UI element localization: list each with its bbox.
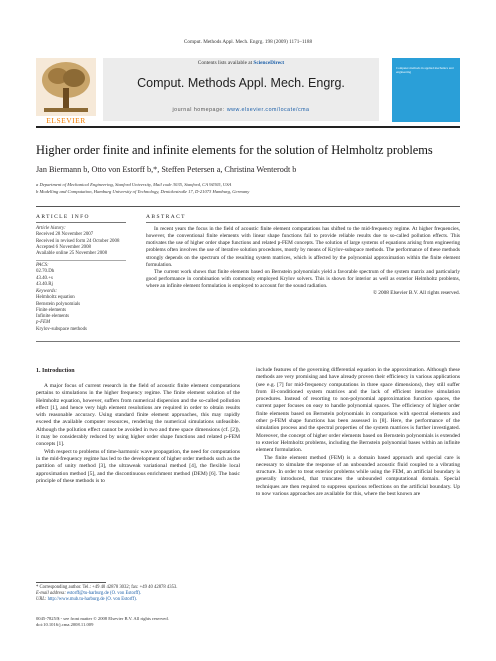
affiliation-a: a Department of Mechanical Engineering, Stanford University, Mail code 3035, Stanford, CA 94305, USA — [36, 182, 232, 187]
article-info-heading: ARTICLE INFO — [36, 214, 90, 220]
pacs-code: 43.40.+s — [36, 275, 53, 281]
footnote-url-line — [36, 597, 240, 603]
paper-title: Higher order finite and infinite elements for the solution of Helmholtz problems — [36, 143, 433, 157]
pacs-label: PACS: — [36, 263, 49, 268]
pacs-code: 02.70.Dh — [36, 269, 55, 275]
history-label: Article history: — [36, 226, 66, 231]
history-received: Received 28 November 2007 — [36, 232, 94, 238]
history-accepted: Accepted 6 November 2008 — [36, 244, 92, 250]
keyword: Finite elements — [36, 307, 67, 313]
history-online: Available online 25 November 2008 — [36, 251, 108, 257]
cover-text: Computer methods in applied mechanics and engineering — [396, 66, 454, 74]
section-rule — [36, 206, 460, 207]
journal-title: Comput. Methods Appl. Mech. Engrg. — [137, 76, 345, 90]
keyword: Krylov-subspace methods — [36, 326, 87, 332]
body-paragraph: A major focus of current research in the field of acoustic finite element computations pertains to simulations in the higher frequency regime. The finite element solution of the Helmholtz equation, however, suffers from numerical dispersion and the so-called pollution effect [1], and hence very high element resolutions are required in order to obtain results with reasonable accuracy. Using standard finite element approaches, this may rapidly exceed the available computer resources, rendering the numerical simulations unfeasible. Although the pollution effect cannot be avoided in two and three space dimensions (cf. [2]), it may be considerably reduced by using higher order shape functions and related p-FEM concepts [1]. — [36, 383, 240, 448]
journal-homepage — [103, 107, 379, 113]
body-paragraph: include features of the governing differential equation in the approximation. Although these methods are very promising and have already proven their efficiency in various applications (see e.g. [7] for mid-frequency computations in three space dimensions), they still suffer from ill-conditioned system matrices and the lack of efficient iterative simulation procedures. Instead of resorting to non-polynomial approximation function spaces, the current paper focuses on easy to handle polynomial spaces. The efficiency of higher order finite elements based on Bernstein polynomials in comparison with spectral elements and other p-FEM shape functions has been assessed in [8]. Here, the performance of the simulation process and the spectral properties of the system matrices is further investigated. Moreover, the concept of higher order elements based on Bernstein polynomials is extended to exterior Helmholtz problems, including the Bernstein polynomial bases within an infinite element formulation. — [256, 367, 460, 454]
url-link[interactable]: http://www.mub.tu-harburg.de (O. von Estorff). — [47, 596, 137, 602]
left-column — [36, 383, 240, 485]
homepage-prefix: journal homepage: — [172, 107, 227, 113]
abstract-paragraph: The current work shows that finite elements based on Bernstein polynomials yield a favorable spectrum of the system matrix and particularly good performance in combination with commonly employed Krylov solvers. This is shown for interior as well as exterior Helmholtz problems, where an infinite element formulation is employed to account for the sound radiation. — [146, 268, 460, 290]
pacs-code: 43.40.Rj — [36, 281, 53, 287]
elsevier-tree-logo — [36, 58, 96, 116]
email-link[interactable]: estorff@tu-harburg.de (O. von Estorff). — [67, 590, 142, 596]
contents-prefix: Contents lists available at — [197, 60, 254, 66]
publisher-label: ELSEVIER — [46, 116, 86, 125]
header-rule — [36, 126, 460, 128]
abstract-body — [146, 226, 460, 298]
body-paragraph: With respect to problems of time-harmonic wave propagation, the need for computations in the mid-frequency regime has led to the development of higher order methods such as the partition of unity method [3], the ultraweak variational method [4], the flexible local approximation method [5], and the discontinuous enrichment method (DEM) [6]. The basic principle of these methods is to — [36, 448, 240, 484]
journal-citation: Comput. Methods Appl. Mech. Engrg. 198 (2009) 1171–1188 — [183, 39, 313, 45]
abstract-paragraph: In recent years the focus in the field of acoustic finite element computations has shifted to the mid-frequency regime. At higher frequencies, however, the conventional finite elements with linear shape functions fail to provide reliable results due to so-called pollution effects. This motivates the use of higher order shape functions and related p-FEM concepts. The solution of large systems of equations arising from engineering problems often involves the use of iterative solution procedures, mostly by means of Krylov-subspace methods. The performance of these methods strongly depends on the spectrum of the resulting system matrices, which is affected by the polynomial approximation within the finite element formulation. — [146, 226, 460, 268]
abstract-heading: ABSTRACT — [146, 214, 186, 220]
corresponding-author-footnote — [36, 585, 240, 602]
keywords-block — [36, 289, 136, 333]
abstract-rule — [146, 222, 460, 223]
article-info-rule — [36, 222, 126, 223]
footnote-contact: * Corresponding author. Tel.: +49 40 42878 3032; fax: +49 40 42878 4353. — [36, 585, 178, 590]
doi-line[interactable]: doi:10.1016/j.cma.2008.11.009 — [36, 621, 94, 627]
pacs-block — [36, 263, 136, 288]
keyword: Infinite elements — [36, 314, 69, 320]
right-column — [256, 367, 460, 498]
article-history — [36, 226, 136, 257]
body-paragraph: The finite element method (FEM) is a domain based approach and special care is necessary to simulate the response of an unbounded acoustic fluid coupled to a vibrating structure. In order to treat exterior problems while using the FEM, an artificial boundary is generally introduced, that truncates the unbounded computational domain. Special techniques are then required to suppress spurious reflections on the artificial boundary. Up to now various approaches are available for this, where the best known are — [256, 454, 460, 498]
history-revised: Received in revised form 24 October 2008 — [36, 238, 120, 244]
keywords-label: Keywords: — [36, 289, 58, 294]
page-footer — [36, 616, 240, 628]
contents-line — [103, 60, 379, 66]
introduction-heading: 1. Introduction — [36, 368, 75, 374]
keyword: Bernstein polynomials — [36, 301, 81, 307]
keyword: Helmholtz equation — [36, 295, 75, 301]
sciencedirect-link[interactable]: ScienceDirect — [253, 60, 285, 66]
affiliation-b: b Modelling and Computation, Hamburg University of Technology, Denickestraße 17, D-21073 Hamburg, Germany — [36, 189, 250, 194]
journal-cover-thumbnail — [392, 58, 460, 122]
footnote-rule — [36, 582, 106, 583]
homepage-link[interactable]: www.elsevier.com/locate/cma — [226, 107, 310, 113]
abstract-copyright: © 2008 Elsevier B.V. All rights reserved. — [372, 290, 460, 297]
url-label: URL: — [36, 596, 48, 602]
abstract-bottom-rule — [36, 341, 460, 342]
email-label: E-mail address: — [36, 590, 68, 596]
author-list: Jan Biermann b, Otto von Estorff b,*, Steffen Petersen a, Christina Wenterodt b — [36, 165, 297, 174]
keyword: p-FEM — [36, 320, 51, 326]
front-matter-line: 0045-7825/$ - see front matter © 2008 Elsevier B.V. All rights reserved. — [36, 616, 169, 621]
